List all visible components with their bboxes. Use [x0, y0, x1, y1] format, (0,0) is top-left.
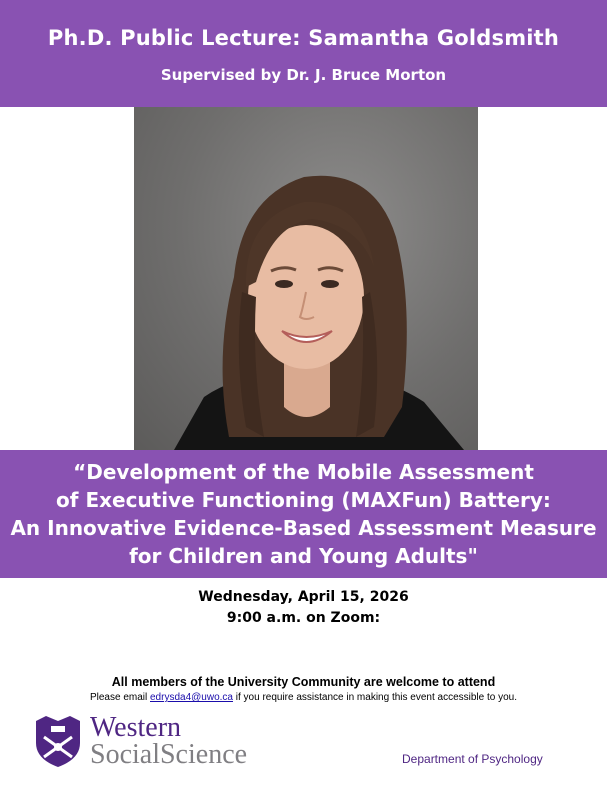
lecture-title-line-3: An Innovative Evidence-Based Assessment Measure [10, 516, 597, 540]
logo-wordmark-western: Western [90, 712, 182, 743]
logo-wordmark-socialscience: SocialScience [90, 739, 248, 770]
welcome-notice: All members of the University Community are welcome to attend [111, 675, 496, 689]
lecture-title-line-4: for Children and Young Adults" [129, 544, 478, 568]
western-social-science-logo [32, 713, 292, 773]
page-title: Ph.D. Public Lecture: Samantha Goldsmith [47, 26, 560, 50]
department-name: Department of Psychology [402, 752, 543, 766]
email-link[interactable]: edrysda4@uwo.ca [150, 692, 233, 703]
assist-suffix: if you require assistance in making this event accessible to you. [232, 692, 518, 703]
speaker-photo [134, 107, 478, 450]
lecture-title-banner [0, 450, 607, 578]
portrait-photo-icon [134, 107, 478, 450]
event-time: 9:00 a.m. on Zoom: [226, 610, 381, 626]
event-date: Wednesday, April 15, 2026 [198, 589, 409, 605]
accessibility-notice [0, 692, 607, 703]
assist-prefix: Please email [89, 692, 150, 703]
crest-icon [32, 713, 84, 769]
supervisor-line: Supervised by Dr. J. Bruce Morton [160, 66, 447, 84]
header-banner [0, 0, 607, 107]
lecture-title-line-2: of Executive Functioning (MAXFun) Battery: [56, 488, 551, 512]
lecture-title-line-1: “Development of the Mobile Assessment [73, 460, 534, 484]
